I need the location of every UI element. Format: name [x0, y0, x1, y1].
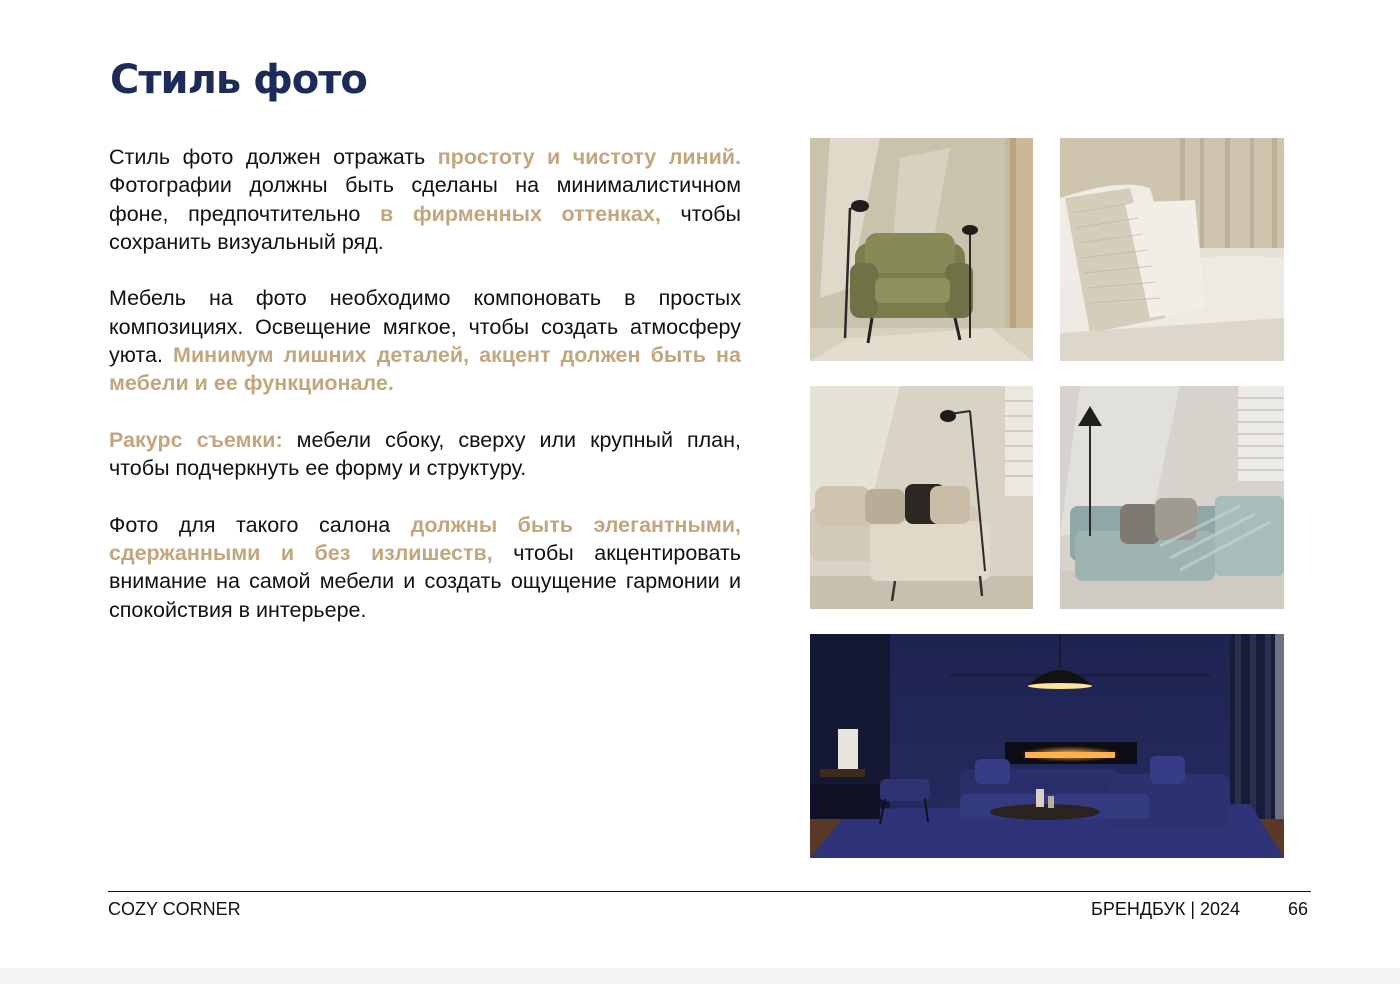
photo-blue-sofa [1060, 386, 1284, 609]
photo-white-pillows [1060, 138, 1284, 361]
accent-text: должны быть элегантными, сдержанными и без излишеств, [109, 512, 741, 566]
accent-text: в фирменных оттенках, [380, 201, 661, 226]
paragraph [109, 143, 741, 256]
body-text: чтобы акцентировать внимание на самой мебели и создать ощущение гармонии и спокойствия в интерьере. [109, 541, 741, 622]
text-column [109, 143, 741, 652]
paragraph [109, 284, 741, 397]
accent-text: Минимум лишних деталей, акцент должен быть на мебели и ее функционале. [109, 343, 741, 396]
body-text: Фотографии должны быть сделаны на минималистичном фоне, предпочтительно [109, 173, 741, 226]
bottom-strip [0, 968, 1400, 984]
paragraph [109, 426, 741, 483]
page-number: 66 [1288, 899, 1309, 919]
page-title: Стиль фото [110, 57, 367, 103]
body-text: Фото для такого салона [109, 512, 411, 537]
photo-green-armchair [810, 138, 1033, 361]
photo-beige-sofa [810, 386, 1033, 609]
footer-brand: COZY CORNER [108, 899, 241, 919]
paragraph [109, 511, 741, 624]
body-text: чтобы сохранить визуальный ряд. [109, 201, 741, 254]
body-text: мебели сбоку, сверху или крупный план, чтобы подчеркнуть ее форму и структуру. [109, 427, 741, 481]
accent-text: Ракурс съемки: [109, 427, 283, 452]
body-text: Стиль фото должен отражать [109, 145, 438, 169]
accent-text: простоту и чистоту линий. [437, 145, 741, 169]
footer-doc-label: БРЕНДБУК | 2024 [1091, 899, 1241, 919]
body-text: Мебель на фото необходимо компоновать в простых композициях. Освещение мягкое, чтобы создать атмосферу уюта. [109, 286, 741, 368]
photo-navy-living-room [810, 634, 1284, 858]
footer-divider [108, 891, 1311, 892]
